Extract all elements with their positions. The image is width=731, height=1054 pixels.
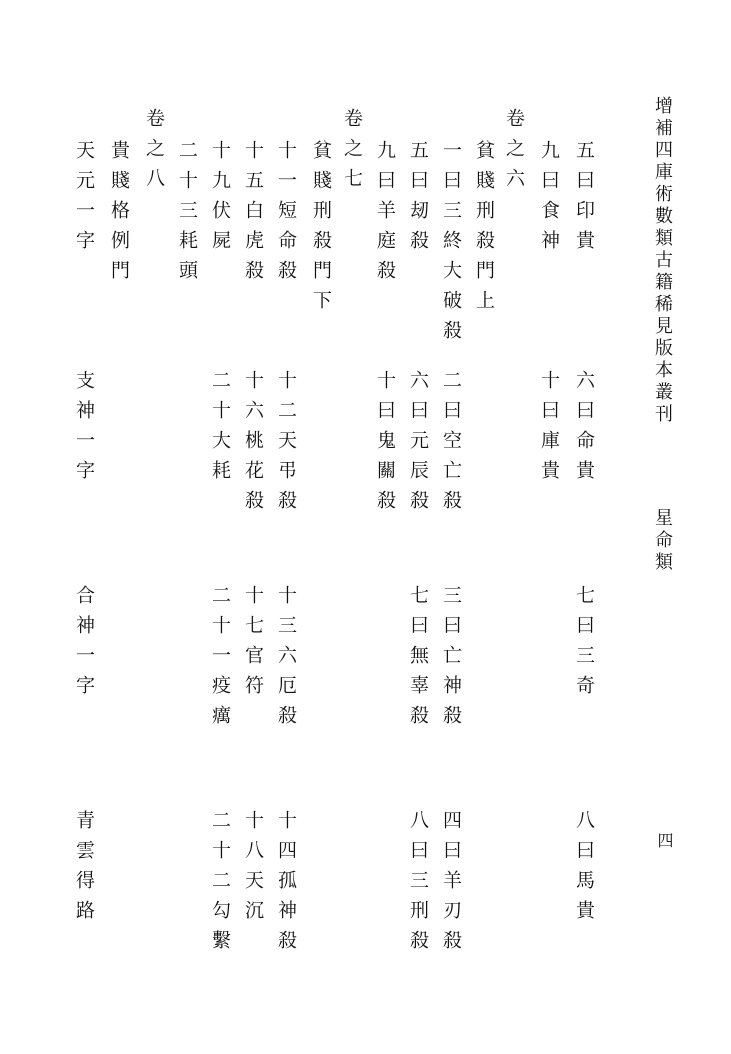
entry-c13-1: 二十三耗頭 [176, 140, 198, 290]
volume-heading-6: 卷之六 [503, 108, 525, 198]
entry-c10-4: 十四孤神殺 [275, 810, 297, 960]
entry-c16-3: 合神一字 [73, 585, 95, 705]
entry-c16-4: 青雲得路 [73, 810, 95, 930]
series-title: 增補四庫術數類古籍稀見版本叢刊 [652, 96, 673, 426]
entry-c1-3: 七曰三奇 [573, 585, 595, 705]
entry-c11-2: 十六桃花殺 [242, 370, 264, 520]
entry-c1-1: 五曰印貴 [573, 140, 595, 260]
entry-c12-1: 十九伏屍 [209, 140, 231, 260]
entry-c16-2: 支神一字 [73, 370, 95, 490]
entry-c5-2: 二曰空亡殺 [440, 370, 462, 520]
entry-c2-1: 九曰食神 [538, 140, 560, 260]
section-heading-c4: 貧賤刑殺門上 [473, 140, 495, 320]
category-label: 星命類 [652, 508, 673, 574]
entry-c6-1: 五曰刼殺 [407, 140, 429, 260]
entry-c1-4: 八曰馬貴 [573, 810, 595, 930]
entry-c6-4: 八曰三刑殺 [407, 810, 429, 960]
entry-c16-1: 天元一字 [73, 140, 95, 260]
entry-c10-1: 十一短命殺 [275, 140, 297, 290]
entry-c5-4: 四曰羊刃殺 [440, 810, 462, 960]
entry-c5-1: 一曰三終大破殺 [440, 140, 462, 350]
entry-c11-3: 十七官符 [242, 585, 264, 705]
entry-c6-2: 六曰元辰殺 [407, 370, 429, 520]
entry-c6-3: 七曰無辜殺 [407, 585, 429, 735]
entry-c7-2: 十曰鬼關殺 [374, 370, 396, 520]
volume-heading-7: 卷之七 [341, 108, 363, 198]
entry-c10-3: 十三六厄殺 [275, 585, 297, 735]
volume-heading-8: 卷之八 [143, 108, 165, 198]
page-number: 四 [655, 832, 674, 848]
entry-c1-2: 六曰命貴 [573, 370, 595, 490]
entry-c12-3: 二十一疫癘 [209, 585, 231, 735]
entry-c12-2: 二十大耗 [209, 370, 231, 490]
entry-c5-3: 三曰亡神殺 [440, 585, 462, 735]
entry-c7-1: 九曰羊庭殺 [374, 140, 396, 290]
section-heading-c9: 貧賤刑殺門下 [310, 140, 332, 320]
section-heading-c15: 貴賤格例門 [108, 140, 130, 290]
entry-c2-2: 十曰庫貴 [538, 370, 560, 490]
entry-c11-1: 十五白虎殺 [242, 140, 264, 290]
entry-c10-2: 十二天弔殺 [275, 370, 297, 520]
entry-c12-4: 二十二勾繫 [209, 810, 231, 960]
entry-c11-4: 十八天沉 [242, 810, 264, 930]
